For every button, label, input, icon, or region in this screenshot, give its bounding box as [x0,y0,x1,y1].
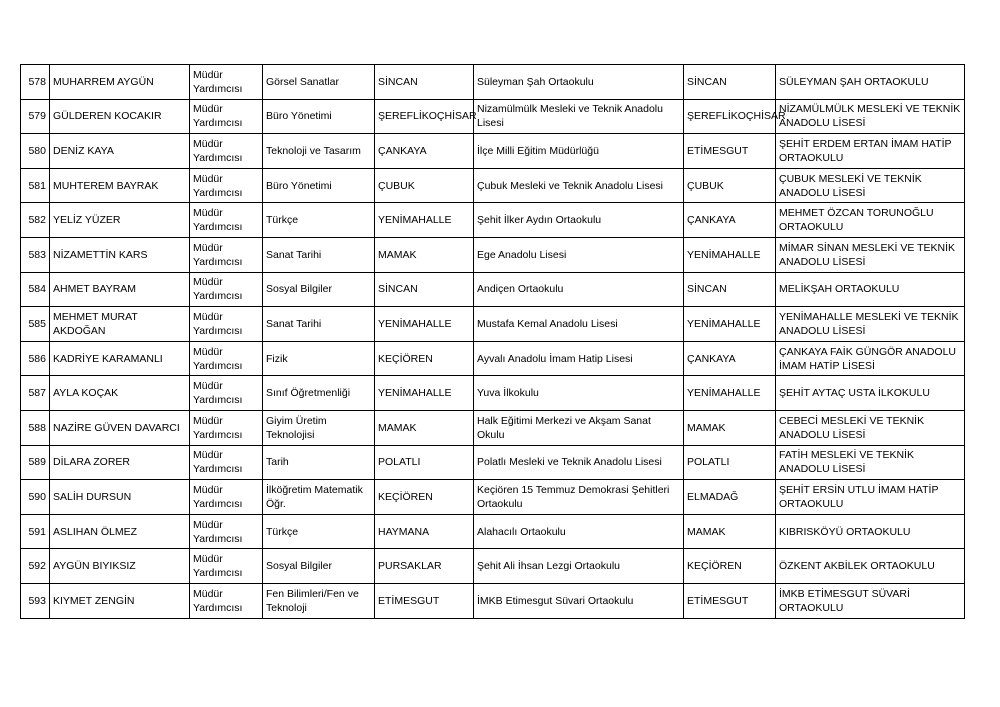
table-row [21,583,965,618]
new-district-cell: ETİMESGUT [684,583,776,618]
district-cell: YENİMAHALLE [375,307,474,342]
name-cell: SALİH DURSUN [50,480,190,515]
table-row [21,134,965,169]
table-row [21,99,965,134]
school-cell: Alahacılı Ortaokulu [474,514,684,549]
row-number-cell: 586 [21,341,50,376]
row-number-cell: 583 [21,237,50,272]
district-cell: SİNCAN [375,272,474,307]
school-cell: Mustafa Kemal Anadolu Lisesi [474,307,684,342]
name-cell: NİZAMETTİN KARS [50,237,190,272]
new-district-cell: ELMADAĞ [684,480,776,515]
branch-cell: İlköğretim Matematik Öğr. [263,480,375,515]
district-cell: YENİMAHALLE [375,203,474,238]
title-cell: Müdür Yardımcısı [190,168,263,203]
branch-cell: Sanat Tarihi [263,307,375,342]
district-cell: ETİMESGUT [375,583,474,618]
row-number-cell: 581 [21,168,50,203]
district-cell: MAMAK [375,237,474,272]
title-cell: Müdür Yardımcısı [190,203,263,238]
district-cell: SİNCAN [375,65,474,100]
name-cell: DENİZ KAYA [50,134,190,169]
title-cell: Müdür Yardımcısı [190,341,263,376]
name-cell: MUHTEREM BAYRAK [50,168,190,203]
branch-cell: Giyim Üretim Teknolojisi [263,410,375,445]
title-cell: Müdür Yardımcısı [190,272,263,307]
title-cell: Müdür Yardımcısı [190,410,263,445]
new-school-cell: CEBECİ MESLEKİ VE TEKNİK ANADOLU LİSESİ [776,410,965,445]
title-cell: Müdür Yardımcısı [190,583,263,618]
name-cell: NAZİRE GÜVEN DAVARCI [50,410,190,445]
new-district-cell: POLATLI [684,445,776,480]
branch-cell: Türkçe [263,203,375,238]
assignment-table [20,64,965,619]
table-row [21,445,965,480]
district-cell: ÇUBUK [375,168,474,203]
table-row [21,341,965,376]
new-school-cell: ŞEHİT ERDEM ERTAN İMAM HATİP ORTAOKULU [776,134,965,169]
branch-cell: Büro Yönetimi [263,168,375,203]
school-cell: Yuva İlkokulu [474,376,684,411]
name-cell: GÜLDEREN KOCAKIR [50,99,190,134]
school-cell: Şehit İlker Aydın Ortaokulu [474,203,684,238]
new-school-cell: KIBRISKÖYÜ ORTAOKULU [776,514,965,549]
table-row [21,410,965,445]
school-cell: Polatlı Mesleki ve Teknik Anadolu Lisesi [474,445,684,480]
branch-cell: Büro Yönetimi [263,99,375,134]
district-cell: PURSAKLAR [375,549,474,584]
district-cell: ŞEREFLİKOÇHİSAR [375,99,474,134]
name-cell: YELİZ YÜZER [50,203,190,238]
new-district-cell: YENİMAHALLE [684,307,776,342]
row-number-cell: 578 [21,65,50,100]
new-school-cell: NİZAMÜLMÜLK MESLEKİ VE TEKNİK ANADOLU LİSESİ [776,99,965,134]
branch-cell: Teknoloji ve Tasarım [263,134,375,169]
table-body [21,65,965,619]
table-row [21,168,965,203]
new-school-cell: İMKB ETİMESGUT SÜVARİ ORTAOKULU [776,583,965,618]
district-cell: POLATLI [375,445,474,480]
district-cell: KEÇİÖREN [375,480,474,515]
school-cell: Süleyman Şah Ortaokulu [474,65,684,100]
row-number-cell: 589 [21,445,50,480]
new-district-cell: MAMAK [684,410,776,445]
branch-cell: Fizik [263,341,375,376]
row-number-cell: 592 [21,549,50,584]
branch-cell: Sosyal Bilgiler [263,549,375,584]
row-number-cell: 593 [21,583,50,618]
title-cell: Müdür Yardımcısı [190,134,263,169]
district-cell: YENİMAHALLE [375,376,474,411]
row-number-cell: 580 [21,134,50,169]
title-cell: Müdür Yardımcısı [190,376,263,411]
row-number-cell: 588 [21,410,50,445]
name-cell: DİLARA ZORER [50,445,190,480]
table-row [21,272,965,307]
table-row [21,203,965,238]
new-school-cell: ŞEHİT ERSİN UTLU İMAM HATİP ORTAOKULU [776,480,965,515]
new-district-cell: ETİMESGUT [684,134,776,169]
title-cell: Müdür Yardımcısı [190,445,263,480]
new-school-cell: SÜLEYMAN ŞAH ORTAOKULU [776,65,965,100]
school-cell: Şehit Ali İhsan Lezgi Ortaokulu [474,549,684,584]
new-district-cell: SİNCAN [684,272,776,307]
name-cell: ASLIHAN ÖLMEZ [50,514,190,549]
district-cell: KEÇİÖREN [375,341,474,376]
new-school-cell: ÇUBUK MESLEKİ VE TEKNİK ANADOLU LİSESİ [776,168,965,203]
name-cell: MUHARREM AYGÜN [50,65,190,100]
row-number-cell: 585 [21,307,50,342]
new-district-cell: YENİMAHALLE [684,237,776,272]
table-row [21,237,965,272]
table-row [21,376,965,411]
title-cell: Müdür Yardımcısı [190,514,263,549]
branch-cell: Sosyal Bilgiler [263,272,375,307]
name-cell: AYLA KOÇAK [50,376,190,411]
school-cell: Ege Anadolu Lisesi [474,237,684,272]
new-school-cell: FATİH MESLEKİ VE TEKNİK ANADOLU LİSESİ [776,445,965,480]
new-district-cell: KEÇİÖREN [684,549,776,584]
title-cell: Müdür Yardımcısı [190,307,263,342]
new-district-cell: ŞEREFLİKOÇHİSAR [684,99,776,134]
title-cell: Müdür Yardımcısı [190,480,263,515]
district-cell: ÇANKAYA [375,134,474,169]
table-row [21,514,965,549]
branch-cell: Türkçe [263,514,375,549]
branch-cell: Sınıf Öğretmenliği [263,376,375,411]
table-row [21,549,965,584]
row-number-cell: 582 [21,203,50,238]
title-cell: Müdür Yardımcısı [190,99,263,134]
school-cell: Ayvalı Anadolu İmam Hatip Lisesi [474,341,684,376]
new-school-cell: MELİKŞAH ORTAOKULU [776,272,965,307]
branch-cell: Tarih [263,445,375,480]
new-district-cell: YENİMAHALLE [684,376,776,411]
new-district-cell: ÇUBUK [684,168,776,203]
row-number-cell: 579 [21,99,50,134]
table-row [21,307,965,342]
school-cell: Keçiören 15 Temmuz Demokrasi Şehitleri Ortaokulu [474,480,684,515]
branch-cell: Sanat Tarihi [263,237,375,272]
new-school-cell: ŞEHİT AYTAÇ USTA İLKOKULU [776,376,965,411]
new-school-cell: MİMAR SİNAN MESLEKİ VE TEKNİK ANADOLU LİSESİ [776,237,965,272]
new-school-cell: ÇANKAYA FAİK GÜNGÖR ANADOLU İMAM HATİP LİSESİ [776,341,965,376]
row-number-cell: 590 [21,480,50,515]
new-school-cell: YENİMAHALLE MESLEKİ VE TEKNİK ANADOLU LİSESİ [776,307,965,342]
branch-cell: Fen Bilimleri/Fen ve Teknoloji [263,583,375,618]
title-cell: Müdür Yardımcısı [190,237,263,272]
new-district-cell: ÇANKAYA [684,203,776,238]
name-cell: AHMET BAYRAM [50,272,190,307]
school-cell: Nizamülmülk Mesleki ve Teknik Anadolu Lisesi [474,99,684,134]
new-school-cell: ÖZKENT AKBİLEK ORTAOKULU [776,549,965,584]
title-cell: Müdür Yardımcısı [190,549,263,584]
branch-cell: Görsel Sanatlar [263,65,375,100]
new-district-cell: MAMAK [684,514,776,549]
district-cell: HAYMANA [375,514,474,549]
new-district-cell: ÇANKAYA [684,341,776,376]
new-district-cell: SİNCAN [684,65,776,100]
school-cell: İMKB Etimesgut Süvari Ortaokulu [474,583,684,618]
name-cell: AYGÜN BIYIKSIZ [50,549,190,584]
school-cell: Çubuk Mesleki ve Teknik Anadolu Lisesi [474,168,684,203]
school-cell: Andiçen Ortaokulu [474,272,684,307]
row-number-cell: 587 [21,376,50,411]
name-cell: MEHMET MURAT AKDOĞAN [50,307,190,342]
school-cell: Halk Eğitimi Merkezi ve Akşam Sanat Okulu [474,410,684,445]
row-number-cell: 591 [21,514,50,549]
row-number-cell: 584 [21,272,50,307]
district-cell: MAMAK [375,410,474,445]
table-row [21,480,965,515]
name-cell: KADRİYE KARAMANLI [50,341,190,376]
new-school-cell: MEHMET ÖZCAN TORUNOĞLU ORTAOKULU [776,203,965,238]
table-row [21,65,965,100]
school-cell: İlçe Milli Eğitim Müdürlüğü [474,134,684,169]
title-cell: Müdür Yardımcısı [190,65,263,100]
name-cell: KIYMET ZENGİN [50,583,190,618]
